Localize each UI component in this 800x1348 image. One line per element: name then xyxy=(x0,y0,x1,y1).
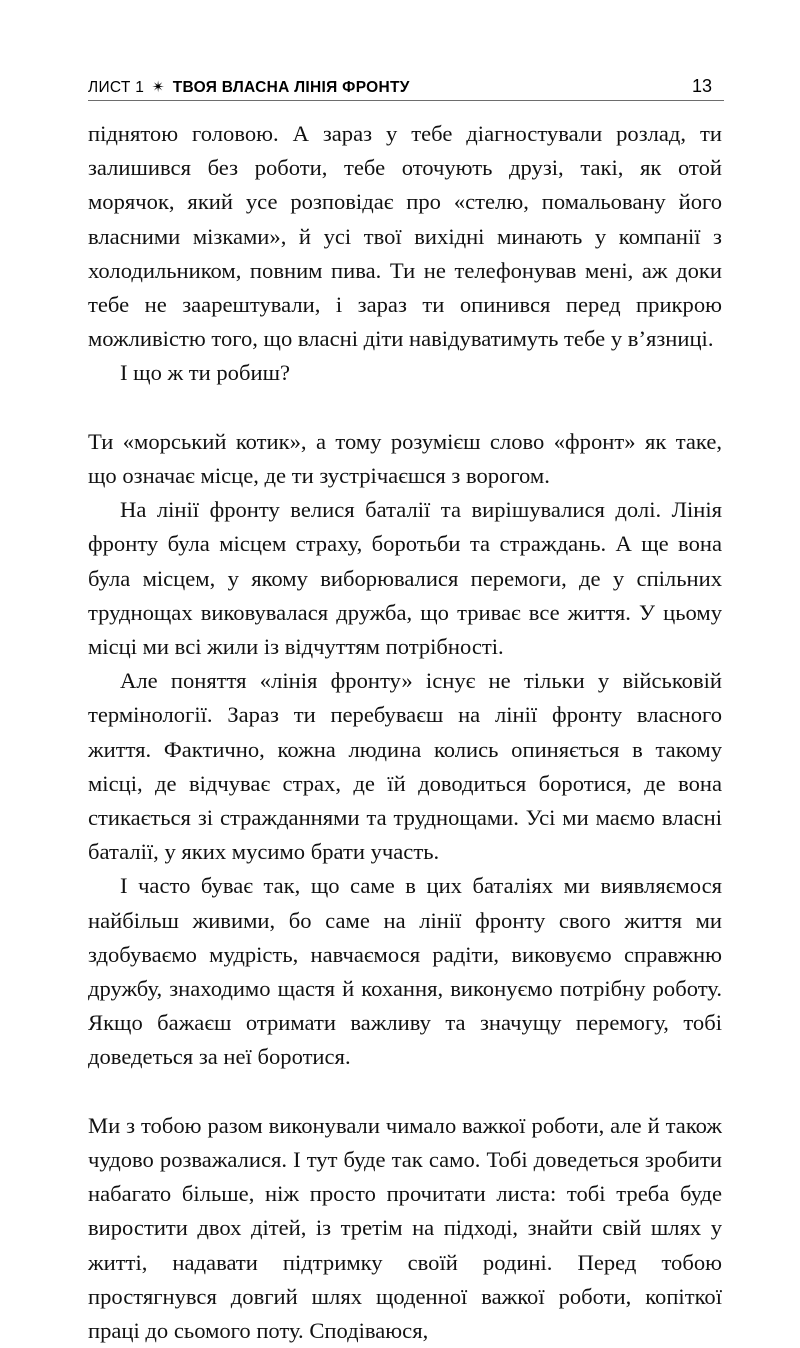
paragraph: Ти «морський котик», а тому розумієш слово «фронт» як таке, що означає місце, де ти зустрічаєшся з ворогом. xyxy=(88,428,722,489)
paragraph: На лінії фронту велися баталії та вирішувалися долі. Лінія фронту була місцем страху, боротьби та страждань. А ще вона була місцем, у якому виборювалися перемоги, де у спільних труднощах виковувалася дружба, що триває все життя. У цьому місці ми всі жили із відчуттям потрібності. xyxy=(88,497,722,660)
chapter-title: ТВОЯ ВЛАСНА ЛІНІЯ ФРОНТУ xyxy=(172,79,410,96)
paragraph: піднятою головою. А зараз у тебе діагностували розлад, ти залишився без роботи, тебе оточують друзі, такі, як отой морячок, який усе розповідає про «стелю, помальовану його власними мізками», й усі твої вихідні минають у компанії з холодильником, повним пива. Ти не телефонував мені, аж доки тебе не заарештували, і зараз ти опинився перед прикрою можливістю того, що власні діти навідуватимуть тебе у в’язниці. xyxy=(88,121,722,352)
paragraph: І часто буває так, що саме в цих баталіях ми виявляємося найбільш живими, бо саме на лінії фронту свого життя ми здобуваємо мудрість, навчаємося радіти, виковуємо справжню дружбу, знаходимо щастя й кохання, виконуємо потрібну роботу. Якщо бажаєш отримати важливу та значущу перемогу, тобі доведеться за неї боротися. xyxy=(88,873,722,1070)
paragraph: І що ж ти робиш? xyxy=(120,360,290,386)
running-head xyxy=(88,74,720,100)
chapter-label: ЛИСТ 1 xyxy=(88,79,145,96)
running-head-left xyxy=(88,78,410,97)
section-break xyxy=(88,391,722,425)
star-separator-icon: ✴ xyxy=(151,79,166,96)
section-break xyxy=(88,1075,722,1109)
body-text xyxy=(88,117,722,1348)
header-rule xyxy=(88,100,724,101)
paragraph: Ми з тобою разом виконували чимало важкої роботи, але й також чудово розважалися. І тут буде так само. Тобі доведеться зробити набагато більше, ніж просто прочитати листа: тобі треба буде виростити двох дітей, із третім на підході, знайти свій шлях у житті, надавати підтримку своїй родині. Перед тобою простягнувся довгий шлях щоденної важкої роботи, копіткої праці до сьомого поту. Сподіваюся, xyxy=(88,1112,722,1344)
page-number: 13 xyxy=(691,76,712,96)
paragraph: Але поняття «лінія фронту» існує не тільки у військовій термінології. Зараз ти перебуваєш на лінії фронту власного життя. Фактично, кожна людина колись опиняється в такому місці, де відчуває страх, де їй доводиться боротися, де вона стикається зі стражданнями та труднощами. Усі ми маємо власні баталії, у яких мусимо брати участь. xyxy=(88,668,722,865)
